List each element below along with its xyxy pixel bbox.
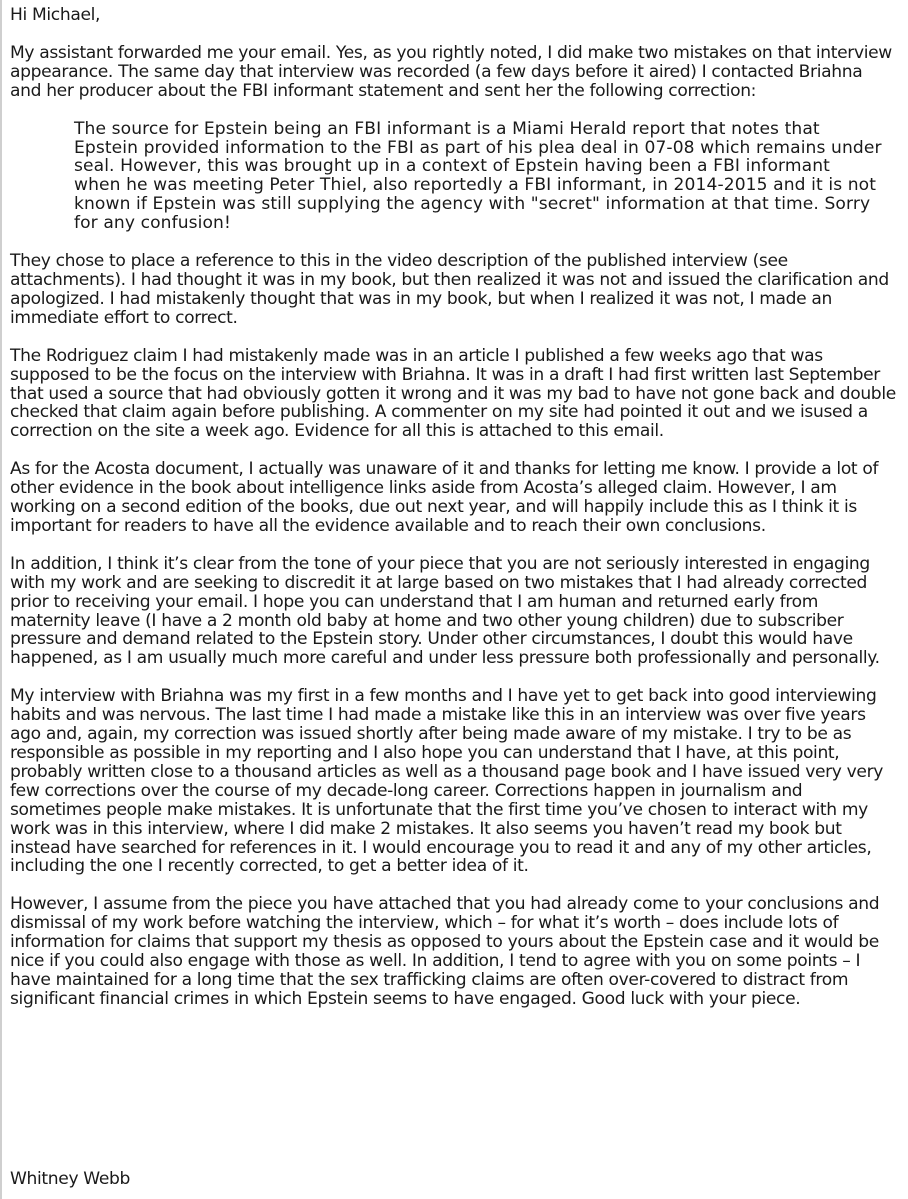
email-paragraph: However, I assume from the piece you have attached that you had already come to your conclusions and dismissal of my work before watching the interview, which – for what it’s worth – does include lots of information for claims that support my thesis as opposed to yours about the Epstein case and it would be nice if you could also engage with those as well. In addition, I tend to agree with you on some points – I have maintained for a long time that the sex trafficking claims are often over-covered to distract from significant financial crimes in which Epstein seems to have engaged. Good luck with your piece.: [10, 894, 880, 1009]
email-paragraph: As for the Acosta document, I actually was unaware of it and thanks for letting me know. I provide a lot of other evidence in the book about intelligence links aside from Acosta’s alleged claim. However, I am working on a second edition of the books, due out next year, and will happily include this as I think it is important for readers to have all the evidence available and to reach their own conclusions.: [10, 459, 879, 536]
email-signature: Whitney Webb: [10, 1169, 131, 1189]
email-paragraph: My assistant forwarded me your email. Yes, as you rightly noted, I did make two mistakes on that interview appearance. The same day that interview was recorded (a few days before it aired) I contacted Briahna and her producer about the FBI informant statement and sent her the following correction:: [10, 42, 892, 101]
quoted-correction: The source for Epstein being an FBI informant is a Miami Herald report that notes that Epstein provided information to the FBI as part of his plea deal in 07-08 which remains under seal. However, this was brought up in a context of Epstein having been a FBI informant when he was meeting Peter Thiel, also reportedly a FBI informant, in 2014-2015 and it is not known if Epstein was still supplying the agency with "secret" information at that time. Sorry for any confusion!: [74, 118, 882, 234]
email-paragraph: They chose to place a reference to this in the video description of the published interview (see attachments). I had thought it was in my book, but then realized it was not and issued the clarification and apologized. I had mistakenly thought that was in my book, but when I realized it was not, I made an immediate effort to correct.: [10, 251, 889, 328]
email-greeting: Hi Michael,: [10, 5, 101, 25]
email-paragraph: My interview with Briahna was my first in a few months and I have yet to get back into good interviewing habits and was nervous. The last time I had made a mistake like this in an interview was over five years ago and, again, my correction was issued shortly after being made aware of my mistake. I try to be as responsible as possible in my reporting and I also hope you can understand that I have, at this point, probably written close to a thousand articles as well as a thousand page book and I have issued very very few corrections over the course of my decade-long career. Corrections happen in journalism and sometimes people make mistakes. It is unfortunate that the first time you’ve chosen to interact with my work was in this interview, where I did make 2 mistakes. It also seems you haven’t read my book but instead have searched for references in it. I would encourage you to read it and any of my other articles, including the one I recently corrected, to get a better idea of it.: [10, 686, 884, 877]
email-paragraph: In addition, I think it’s clear from the tone of your piece that you are not seriously interested in engaging with my work and are seeking to discredit it at large based on two mistakes that I had already corrected prior to receiving your email. I hope you can understand that I am human and returned early from maternity leave (I have a 2 month old baby at home and two other young children) due to subscriber pressure and demand related to the Epstein story. Under other circumstances, I doubt this would have happened, as I am usually much more careful and under less pressure both professionally and personally.: [10, 553, 880, 669]
email-paragraph: The Rodriguez claim I had mistakenly made was in an article I published a few weeks ago that was supposed to be the focus on the interview with Briahna. It was in a draft I had first written last September that used a source that had obviously gotten it wrong and it was my bad to have not gone back and double checked that claim again before publishing. A commenter on my site had pointed it out and we isused a correction on the site a week ago. Evidence for all this is attached to this email.: [10, 345, 896, 442]
